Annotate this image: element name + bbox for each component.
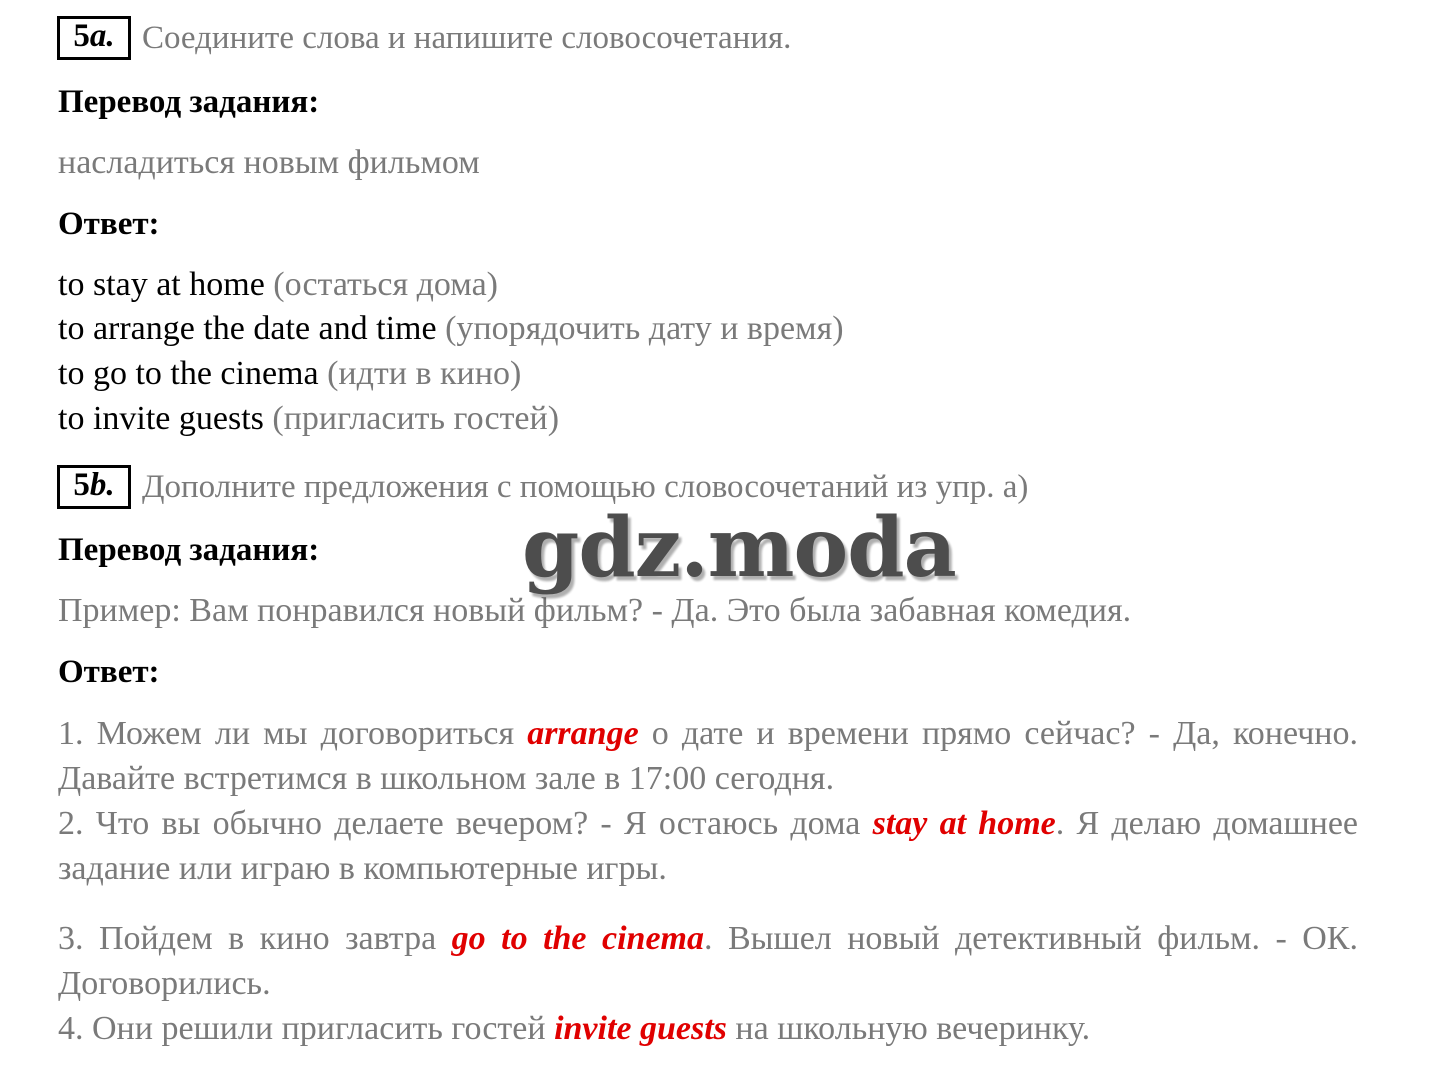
answer-russian: (пригласить гостей) (272, 400, 560, 437)
sentence-text: 1. Можем ли мы договориться (58, 715, 528, 752)
task-a-translation: насладиться новым фильмом (58, 144, 480, 181)
task-a-answer-line (58, 310, 844, 348)
task-b-instruction: Дополните предложения с помощью словосочетаний из упр. а) (142, 469, 1029, 505)
sentence-text: 4. Они решили пригласить гостей (58, 1010, 555, 1047)
task-a-instruction: Соедините слова и напишите словосочетания. (142, 20, 792, 56)
task-a-answer-line (58, 266, 498, 304)
sentence-text: о дате и времени прямо сейчас? - Да, конечно. Давайте встретимся в школьном зале в 17:00 сегодня. (58, 715, 1358, 797)
task-b-sentence-3 (58, 916, 1358, 1006)
task-b-answer-heading: Ответ: (58, 654, 160, 690)
sentence-text: . Я делаю домашнее задание или играю в компьютерные игры. (58, 805, 1359, 887)
task-a-translation-heading: Перевод задания: (58, 84, 320, 120)
task-b-sentence-4 (58, 1006, 1358, 1051)
answer-russian: (упорядочить дату и время) (445, 310, 844, 347)
task-b-translation-heading: Перевод задания: (58, 532, 320, 568)
answer-english: to stay at home (58, 266, 265, 303)
answer-phrase: go to the cinema (451, 920, 704, 957)
task-a-number: 5 (73, 18, 90, 54)
task-a-answer-line (58, 400, 559, 438)
task-b-number: 5 (73, 467, 90, 503)
answer-phrase: stay at home (872, 805, 1056, 842)
task-b-number-box (57, 465, 131, 509)
answer-phrase: arrange (527, 715, 639, 752)
task-a-answer-line (58, 355, 521, 393)
answer-english: to go to the cinema (58, 355, 319, 392)
watermark-logo: gdz.moda (522, 500, 956, 596)
task-a-answer-heading: Ответ: (58, 206, 160, 242)
task-b-translation: Пример: Вам понравился новый фильм? - Да. Это была забавная комедия. (58, 592, 1132, 629)
sentence-text: 3. Пойдем в кино завтра (58, 920, 452, 957)
task-b-sentence-2 (58, 801, 1358, 891)
task-a-number-box (57, 16, 131, 60)
task-b-sentence-1 (58, 711, 1358, 801)
sentence-text: . Вышел новый детективный фильм. - ОК. Договорились. (58, 920, 1358, 1002)
sentence-text: 2. Что вы обычно делаете вечером? - Я остаюсь дома (58, 805, 873, 842)
answer-russian: (остаться дома) (273, 266, 498, 303)
task-b-letter: b. (89, 467, 115, 503)
answer-english: to arrange the date and time (58, 310, 437, 347)
answer-russian: (идти в кино) (327, 355, 522, 392)
answer-phrase: invite guests (554, 1010, 727, 1047)
answer-english: to invite guests (58, 400, 264, 437)
sentence-text: на школьную вечеринку. (726, 1010, 1091, 1047)
task-a-letter: a. (89, 18, 115, 54)
